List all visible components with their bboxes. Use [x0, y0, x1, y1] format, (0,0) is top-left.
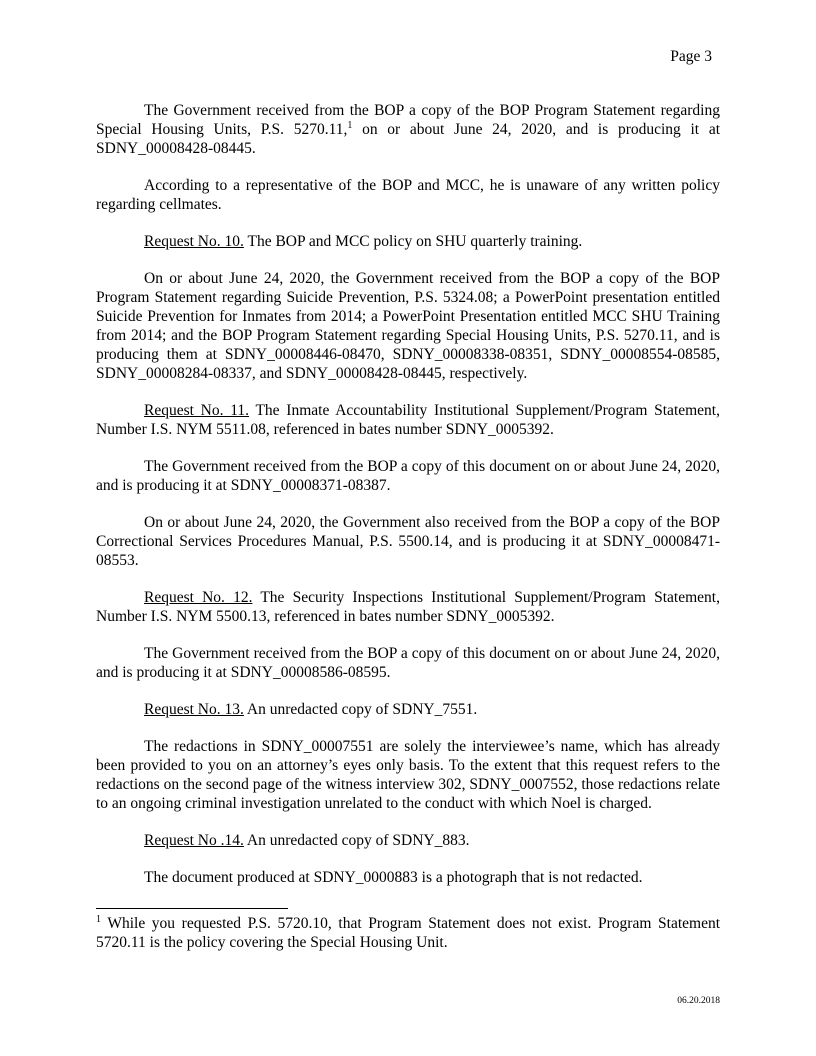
request-14 — [96, 831, 720, 850]
paragraph-bop-special-housing — [96, 101, 720, 158]
request-10 — [96, 232, 720, 251]
footnote-divider — [96, 908, 288, 909]
paragraph-response-11a: The Government received from the BOP a copy of this document on or about June 24, 2020, and is producing it at SDNY_00008371-08387. — [96, 458, 720, 494]
request-11 — [96, 401, 720, 439]
page-number: Page 3 — [670, 48, 712, 65]
footnote-mark: 1 — [96, 913, 101, 925]
request-text: The BOP and MCC policy on SHU quarterly training. — [243, 233, 583, 250]
paragraph-response-13: The redactions in SDNY_00007551 are solely the interviewee’s name, which has already been provided to you on an attorney’s eyes only basis. To the extent that this request refers to the redactions on the second page of the witness interview 302, SDNY_0007552, those redactions relate to an ongoing criminal investigation unrelated to the conduct with which Noel is charged. — [96, 738, 720, 812]
paragraph-response-12: The Government received from the BOP a copy of this document on or about June 24, 2020, and is producing it at SDNY_00008586-08595. — [96, 645, 720, 681]
footnote-reference: 1 — [347, 119, 353, 131]
request-label: Request No. 12. — [144, 589, 253, 606]
paragraph-text: The Government received from the BOP a copy of the BOP Program Statement regarding Special Housing Units, P.S. 5270.11, — [96, 102, 720, 138]
footer-date: 06.20.2018 — [677, 996, 720, 1006]
footnote — [96, 914, 720, 952]
paragraph-cellmates: According to a representative of the BOP and MCC, he is unaware of any written policy regarding cellmates. — [96, 177, 720, 213]
paragraph-suicide-prevention: On or about June 24, 2020, the Government received from the BOP a copy of the BOP Program Statement regarding Suicide Prevention, P.S. 5324.08; a PowerPoint presentation entitled Suicide Prevention for Inmates from 2014; a PowerPoint Presentation entitled MCC SHU Training from 2014; and the BOP Program Statement regarding Special Housing Units, P.S. 5270.11, and is producing them at SDNY_00008446-08470, SDNY_00008338-08351, SDNY_00008554-08585, SDNY_00008284-08337, and SDNY_00008428-08445, respectively. — [96, 270, 720, 382]
letter-body — [96, 101, 720, 905]
request-text: The Security Inspections Institutional Supplement/Program Statement, Number I.S. NYM 5500.13, referenced in bates number SDNY_0005392. — [96, 589, 720, 625]
paragraph-text: on or about June 24, 2020, and is producing it at SDNY_00008428-08445. — [96, 121, 720, 157]
request-label: Request No. 10. — [144, 233, 244, 250]
request-label: Request No. 11. — [144, 402, 250, 419]
paragraph-response-11b: On or about June 24, 2020, the Government also received from the BOP a copy of the BOP Correctional Services Procedures Manual, P.S. 5500.14, and is producing it at SDNY_00008471-08553. — [96, 514, 720, 569]
request-label: Request No. 13. — [144, 701, 244, 718]
request-text: The Inmate Accountability Institutional Supplement/Program Statement, Number I.S. NYM 5511.08, referenced in bates number SDNY_0005392. — [96, 402, 720, 438]
request-12 — [96, 588, 720, 626]
footnote-text: While you requested P.S. 5720.10, that Program Statement does not exist. Program Statement 5720.11 is the policy covering the Special Housing Unit. — [96, 915, 720, 951]
request-text: An unredacted copy of SDNY_7551. — [243, 701, 478, 718]
request-label: Request No .14. — [144, 832, 244, 849]
request-13 — [96, 700, 720, 719]
request-text: An unredacted copy of SDNY_883. — [243, 832, 470, 849]
paragraph-response-14: The document produced at SDNY_0000883 is a photograph that is not redacted. — [144, 869, 643, 886]
